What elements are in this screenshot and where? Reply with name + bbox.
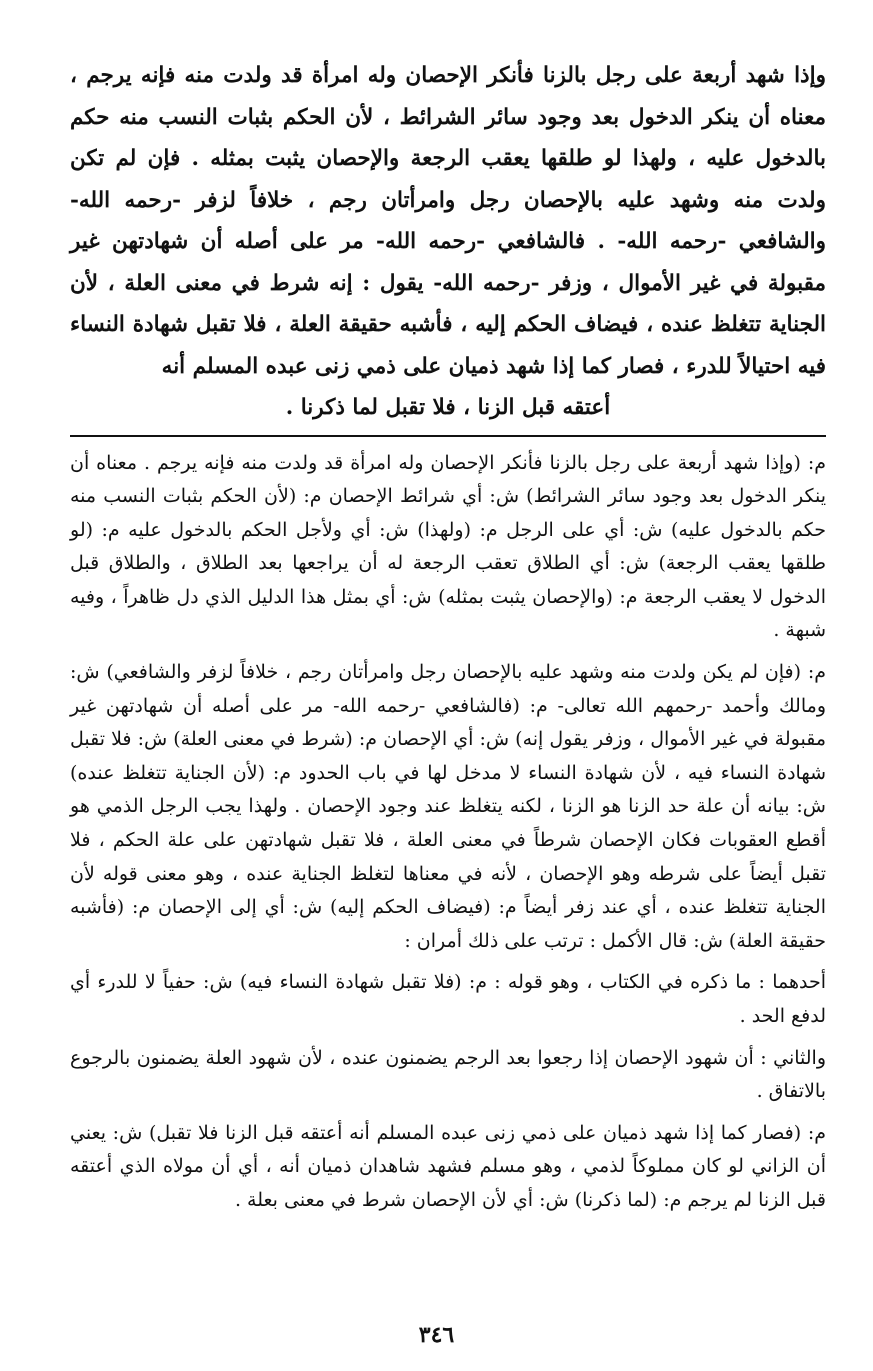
matn-paragraph: وإذا شهد أربعة على رجل بالزنا فأنكر الإحصان وله امرأة قد ولدت منه فإنه يرجم ، معناه أن ينكر الدخول بعد وجود سائر الشرائط ، لأن الحكم بثبات النسب منه حكم بالدخول عليه ، ولهذا لو طلقها يعقب الرجعة والإحصان يثبت بمثله . فإن لم تكن ولدت منه وشهد عليه بالإحصان رجل وامرأتان رجم ، خلافاً لزفر -رحمه الله- والشافعي -رحمه الله- . فالشافعي -رحمه الله- مر على أصله أن شهادتهن غير مقبولة في غير الأموال ، وزفر -رحمه الله- يقول : إنه شرط في معنى العلة ، لأن الجناية تتغلظ عنده ، فيضاف الحكم إليه ، فأشبه حقيقة العلة ، فلا تقبل شهادة النساء فيه احتيالاً للدرء ، فصار كما إذا شهد ذميان على ذمي زنى عبده المسلم أنه <box>70 63 826 379</box>
commentary-block <box>70 447 826 1218</box>
commentary-paragraph: م: (فصار كما إذا شهد ذميان على ذمي زنى عبده المسلم أنه أعتقه قبل الزنا فلا تقبل) ش: يعني أن الزاني لو كان مملوكاً لذمي ، وهو مسلم فشهد شاهدان ذميان أنه ، أي أن مولاه الذي أعتقه قبل الزنا لم يرجم م: (لما ذكرنا) ش: أي لأن الإحصان شرط في معنى بعلة . <box>70 1121 826 1211</box>
commentary-paragraph: والثاني : أن شهود الإحصان إذا رجعوا بعد الرجم يضمنون عنده ، لأن شهود العلة يضمنون بالرجوع بالاتفاق . <box>70 1046 826 1103</box>
separator-line <box>70 435 826 437</box>
commentary-paragraph: م: (وإذا شهد أربعة على رجل بالزنا فأنكر الإحصان وله امرأة قد ولدت منه فإنه يرجم . معناه أن ينكر الدخول بعد وجود سائر الشرائط) ش: أي شرائط الإحصان م: (لأن الحكم بثبات النسب منه حكم بالدخول عليه) ش: أي على الرجل م: (ولهذا) ش: أي ولأجل الحكم بالدخول عليه م: (لو طلقها يعقب الرجعة) ش: أي الطلاق تعقب الرجعة له أن يراجعها بعد الطلاق ، والطلاق قبل الدخول لا يعقب الرجعة م: (والإحصان يثبت بمثله) ش: أي بمثل هذا الدليل الذي دل ظاهراً ، وفيه شبهة . <box>70 451 827 642</box>
matn-last-line: أعتقه قبل الزنا ، فلا تقبل لما ذكرنا . <box>285 395 611 420</box>
commentary-paragraph: أحدهما : ما ذكره في الكتاب ، وهو قوله : م: (فلا تقبل شهادة النساء فيه) ش: حفياً لا للدرء أي لدفع الحد . <box>70 971 826 1027</box>
page-body <box>70 55 826 1226</box>
commentary-paragraph: م: (فإن لم يكن ولدت منه وشهد عليه بالإحصان رجل وامرأتان رجم ، خلافاً لزفر والشافعي) ش: ومالك وأحمد -رحمهم الله تعالى- م: (فالشافعي -رحمه الله- مر على أصله أن شهادتهن غير مقبولة في غير الأموال ، وزفر يقول إنه) ش: أي الإحصان م: (شرط في معنى العلة) ش: فلا تقبل شهادة النساء فيه ، لأن شهادة النساء لا مدخل لها في باب الحدود م: (لأن الجناية تتغلظ عنده) ش: بيانه أن علة حد الزنا هو الزنا ، لكنه يتغلظ عند وجود الإحصان . ولهذا يجب الرجل الذمي هو أقطع العقوبات فكان الإحصان شرطاً في معنى العلة ، فلا تقبل شهادتهن على علة الحكم ، فلا تقبل أيضاً على شرطه وهو الإحصان ، لأنه في معناها لتغلظ الجناية عنده ، وهو معنى قوله لأن الجناية تتغلظ عنده ، أي عند زفر أيضاً م: (فيضاف الحكم إليه) ش: أي إلى الإحصان م: (فأشبه حقيقة العلة) ش: قال الأكمل : ترتب على ذلك أمران : <box>70 661 826 952</box>
page-number: ٣٤٦ <box>418 1322 455 1348</box>
matn-text-block <box>70 55 826 429</box>
